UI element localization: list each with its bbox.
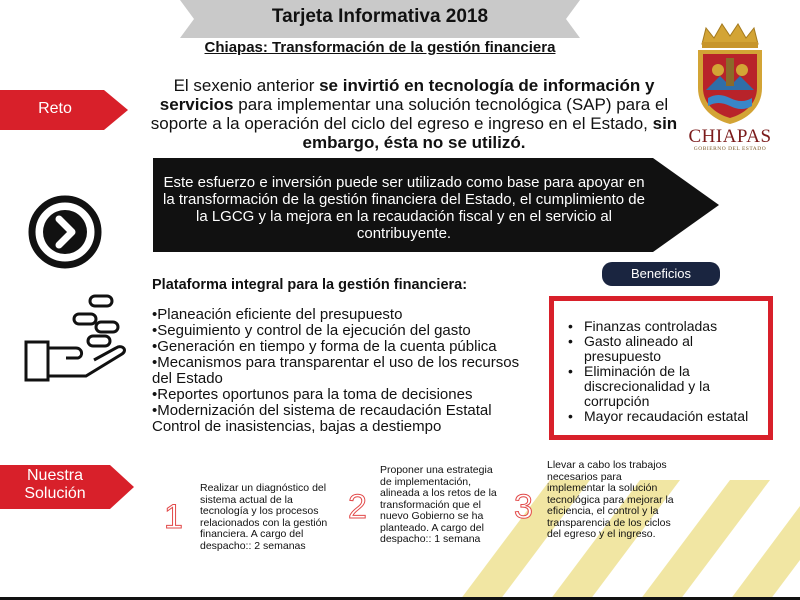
beneficios-label: Beneficios (631, 266, 691, 281)
reto-description: El sexenio anterior se invirtió en tecnología de información y servicios para implementar una solución tecnológica (SAP) para el soporte a la operación del ciclo del egreso e ingreso en el Estado, sin embargo, ésta no se utilizó. (150, 76, 678, 152)
step-number-2: 2 (348, 488, 367, 526)
list-item: •Reportes oportunos para la toma de decisiones (152, 386, 473, 403)
page-subtitle: Chiapas: Transformación de la gestión financiera (204, 39, 556, 56)
list-item: • Gasto alineado al presupuesto (566, 334, 770, 364)
list-item: •Modernización del sistema de recaudación Estatal (152, 402, 492, 419)
chiapas-shield-icon (688, 18, 772, 126)
list-item: •Seguimiento y control de la ejecución del gasto (152, 322, 471, 339)
chevron-right-circle-icon (28, 195, 102, 269)
list-item: Control de inasistencias, bajas a destiempo (152, 418, 442, 435)
platform-title: Plataforma integral para la gestión financiera: (152, 277, 468, 293)
list-item: •Mecanismos para transparentar el uso de los recursos del Estado (152, 354, 520, 387)
step-number-1: 1 (164, 498, 183, 536)
reto-label: Reto (38, 100, 72, 117)
arrow-banner-text: Este esfuerzo e inversión puede ser utilizado como base para apoyar en la transformación de la gestión financiera del Estado, el cumplimiento de la LGCG y la mejora en la recaudación fiscal y en el servicio al contribuyente. (163, 174, 645, 242)
list-item: • Eliminación de la discrecionalidad y la corrupción (566, 364, 770, 409)
list-item: • Finanzas controladas (566, 319, 770, 334)
step-text-2: Proponer una estrategia de implementación, alineada a los retos de la transformación que el nuevo Gobierno se ha planteado. A cargo del despacho:: 1 semana (380, 464, 497, 545)
step-number-3: 3 (514, 488, 533, 526)
beneficios-list (566, 319, 770, 424)
step-text-3: Llevar a cabo los trabajos necesarios para implementar la solución tecnológica para mejorar la eficiencia, el control y la transparencia de los ciclos del egreso y el ingreso. (547, 459, 674, 540)
solucion-label: Nuestra Solución (24, 467, 86, 502)
hand-coins-icon (22, 292, 134, 392)
chiapas-logo-subtext: GOBIERNO DEL ESTADO (693, 146, 767, 152)
platform-list (152, 307, 542, 435)
step-text-1: Realizar un diagnóstico del sistema actual de la tecnología y los procesos relacionados con la gestión financiera. A cargo del despacho:: 2 semanas (200, 482, 328, 552)
page-title: Tarjeta Informativa 2018 (271, 6, 489, 27)
chiapas-logo-text: CHIAPAS (688, 126, 772, 147)
list-item: • Mayor recaudación estatal (566, 409, 770, 424)
list-item: •Generación en tiempo y forma de la cuenta pública (152, 338, 497, 355)
list-item: •Planeación eficiente del presupuesto (152, 306, 403, 323)
